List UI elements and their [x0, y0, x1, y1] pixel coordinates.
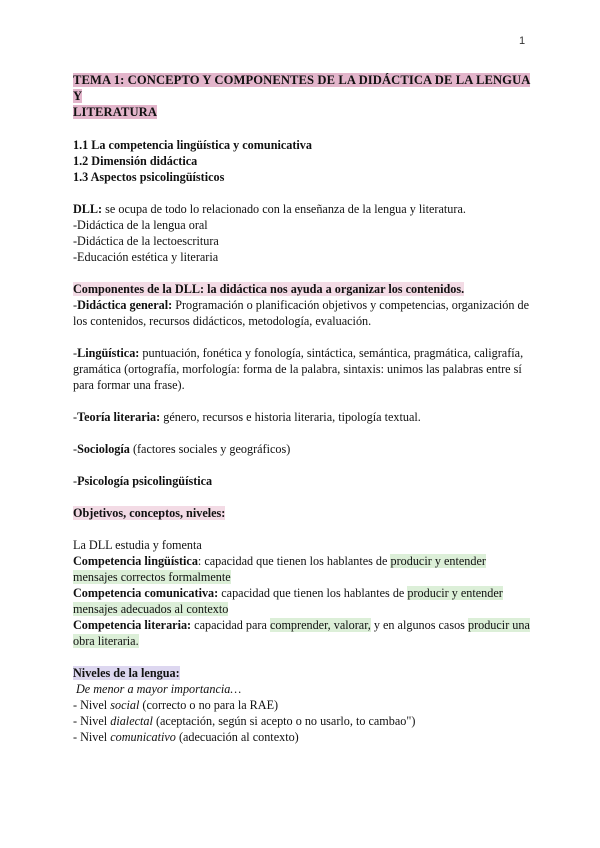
highlight: mensajes correctos formalmente: [73, 570, 231, 584]
dll-definition: [73, 201, 533, 265]
dll-label: DLL:: [73, 202, 103, 216]
teoria-literaria: -Teoría literaria: género, recursos e historia literaria, tipología textual.: [73, 410, 421, 424]
highlight: comprender, valorar,: [269, 618, 371, 632]
didactica-general-label: Didáctica general:: [77, 298, 173, 312]
title-line-2: LITERATURA: [73, 105, 158, 119]
competencia-linguistica: Competencia lingüística: capacidad que tienen los hablantes de producir y entender mensajes correctos formalmente: [73, 554, 486, 584]
competencia-comunicativa: Competencia comunicativa: capacidad que tienen los hablantes de producir y entender mensajes adecuados al contexto: [73, 586, 503, 616]
teoria-literaria-label: Teoría literaria:: [77, 410, 161, 424]
section-item: 1.2 Dimensión didáctica: [73, 154, 198, 168]
title-line-1: TEMA 1: CONCEPTO Y COMPONENTES DE LA DIDÁCTICA DE LA LENGUA Y: [73, 73, 531, 103]
highlight: producir y entender: [407, 586, 503, 600]
nivel-item: - Nivel dialectal (aceptación, según si acepto o no usarlo, to cambao"): [73, 714, 416, 728]
section-list: [73, 137, 533, 185]
nivel-item: - Nivel social (correcto o no para la RAE): [73, 698, 279, 712]
highlight: mensajes adecuados al contexto: [73, 602, 229, 616]
highlight: producir una: [467, 618, 530, 632]
dll-item: -Didáctica de la lectoescritura: [73, 234, 219, 248]
dll-text: se ocupa de todo lo relacionado con la enseñanza de la lengua y literatura.: [102, 202, 466, 216]
sociologia-label: Sociología: [77, 442, 130, 456]
section-item: 1.3 Aspectos psicolingüísticos: [73, 170, 225, 184]
objetivos-section: [73, 505, 533, 649]
componentes-heading: Componentes de la DLL: la didáctica nos ayuda a organizar los contenidos.: [73, 282, 465, 296]
section-item: 1.1 La competencia lingüística y comunicativa: [73, 138, 312, 152]
linguistica-label: Lingüística:: [77, 346, 140, 360]
dll-item: -Educación estética y literaria: [73, 250, 219, 264]
niveles-heading: Niveles de la lengua:: [73, 666, 180, 680]
linguistica: -Lingüística: puntuación, fonética y fonología, sintáctica, semántica, pragmática, caligrafía, gramática (ortografía, morfología: forma de la palabra, sintaxis: unimos las palabras entre sí para formar una frase).: [73, 346, 524, 392]
document-body: [73, 72, 533, 745]
sociologia: -Sociología (factores sociales y geográficos): [73, 442, 291, 456]
highlight: producir y entender: [390, 554, 486, 568]
componentes-section: [73, 281, 533, 489]
document-title: [73, 72, 533, 120]
competencia-literaria: Competencia literaria: capacidad para comprender, valorar, y en algunos casos producir una obra literaria.: [73, 618, 530, 648]
dll-item: -Didáctica de la lengua oral: [73, 218, 208, 232]
page-number: 1: [519, 35, 526, 47]
highlight: obra literaria.: [73, 634, 139, 648]
psicologia: -Psicología psicolingüística: [73, 474, 213, 488]
didactica-general: -Didáctica general: Programación o planificación objetivos y competencias, organización de los contenidos, recursos didácticos, metodología, evaluación.: [73, 298, 529, 328]
nivel-item: - Nivel comunicativo (adecuación al contexto): [73, 730, 299, 744]
objetivos-heading: Objetivos, conceptos, niveles:: [73, 506, 226, 520]
niveles-section: [73, 665, 533, 745]
niveles-subtitle: De menor a mayor importancia…: [76, 682, 242, 696]
psicologia-label: Psicología psicolingüística: [77, 474, 213, 488]
objetivos-intro: La DLL estudia y fomenta: [73, 538, 202, 552]
